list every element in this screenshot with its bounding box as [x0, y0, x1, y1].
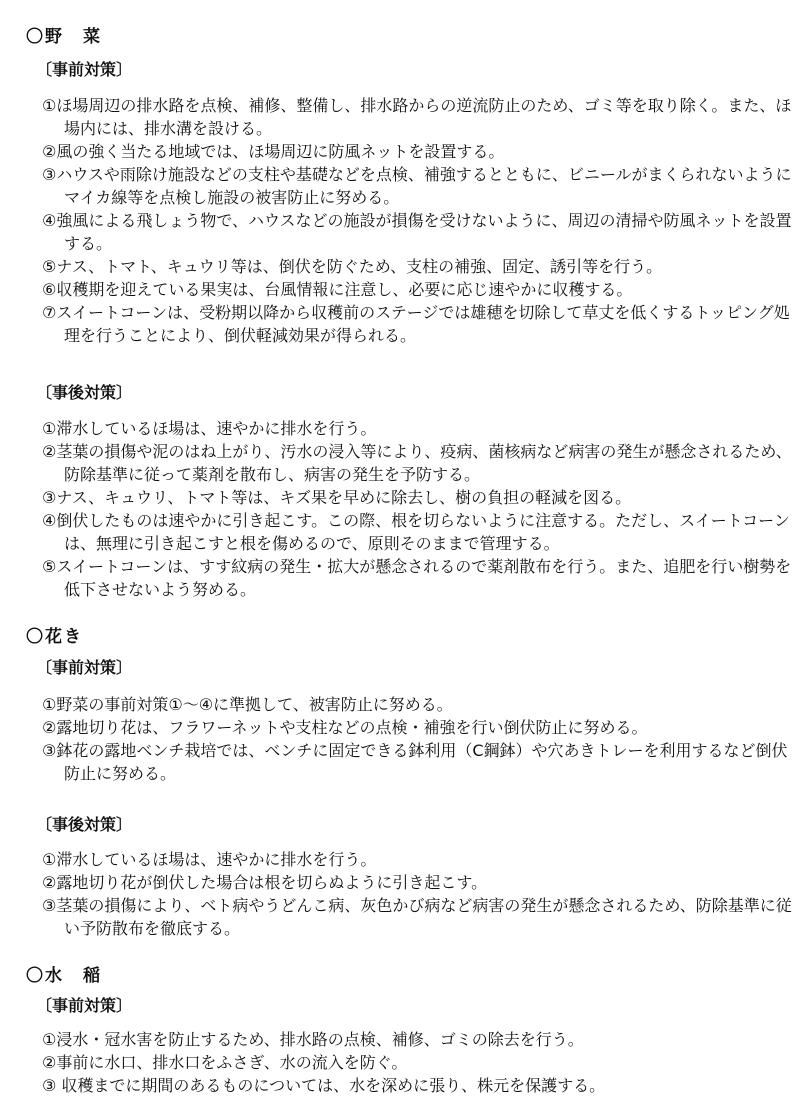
- item-text: ⑤ナス、トマト、キュウリ等は、倒伏を防ぐため、支柱の補強、固定、誘引等を行う。: [42, 257, 663, 276]
- item-text: ③ナス、キュウリ、トマト等は、キズ果を早めに除去し、樹の負担の軽減を図る。: [42, 488, 632, 507]
- list-item-flower-pre-2: [42, 716, 794, 739]
- list-item-veg-post-3: [42, 486, 794, 509]
- list-item-flower-pre-3: [42, 739, 794, 785]
- item-text: ③ハウスや雨除け施設などの支柱や基礎などを点検、補強するとともに、ビニールがまくられないようにマイカ線等を点検し施設の被害防止に努める。: [42, 165, 792, 207]
- section-title-vegetables: 〇野 菜: [26, 27, 102, 47]
- subheading-pre-measures-rice: 〔事前対策〕: [36, 996, 133, 1015]
- item-text: ①ほ場周辺の排水路を点検、補修、整備し、排水路からの逆流防止のため、ゴミ等を取り除く。また、ほ場内には、排水溝を設ける。: [42, 96, 792, 138]
- list-item-veg-pre-4: [42, 209, 794, 255]
- list-item-veg-pre-1: [42, 94, 794, 140]
- item-text: ③鉢花の露地ベンチ栽培では、ベンチに固定できる鉢利用（C鋼鉢）や穴あきトレーを利用するなど倒伏防止に努める。: [42, 741, 788, 783]
- subheading-post-measures-vegetables: 〔事後対策〕: [36, 383, 133, 402]
- item-text: ④強風による飛しょう物で、ハウスなどの施設が損傷を受けないように、周辺の清掃や防風ネットを設置する。: [42, 211, 792, 253]
- list-item-veg-pre-3: [42, 163, 794, 209]
- list-item-flower-post-2: [42, 871, 794, 894]
- item-text: ④倒伏したものは速やかに引き起こす。この際、根を切らないように注意する。ただし、スイートコーンは、無理に引き起こすと根を傷めるので、原則そのままで管理する。: [42, 511, 790, 553]
- list-item-veg-post-5: [42, 555, 794, 601]
- item-text: ⑤スイートコーンは、すす紋病の発生・拡大が懸念されるので薬剤散布を行う。また、追肥を行い樹勢を低下させないよう努める。: [42, 557, 792, 599]
- list-item-flower-post-3: [42, 894, 794, 940]
- list-item-veg-post-1: [42, 417, 794, 440]
- item-text: ⑥収穫期を迎えている果実は、台風情報に注意し、必要に応じ速やかに収穫する。: [42, 280, 633, 299]
- subheading-pre-measures-vegetables: 〔事前対策〕: [36, 60, 133, 79]
- list-item-flower-post-1: [42, 848, 794, 871]
- item-text: ①滞水しているほ場は、速やかに排水を行う。: [42, 419, 377, 438]
- item-text: ③ 収穫までに期間のあるものについては、水を深めに張り、株元を保護する。: [42, 1076, 606, 1095]
- list-item-veg-pre-6: [42, 278, 794, 301]
- item-text: ②露地切り花が倒伏した場合は根を切らぬように引き起こす。: [42, 873, 488, 892]
- item-text: ②風の強く当たる地域では、ほ場周辺に防風ネットを設置する。: [42, 142, 505, 161]
- list-item-veg-post-4: [42, 509, 794, 555]
- item-text: ①浸水・冠水害を防止するため、排水路の点検、補修、ゴミの除去を行う。: [42, 1030, 584, 1049]
- item-text: ①滞水しているほ場は、速やかに排水を行う。: [42, 850, 377, 869]
- item-text: ②事前に水口、排水口をふさぎ、水の流入を防ぐ。: [42, 1053, 408, 1072]
- item-text: ①野菜の事前対策①～④に準拠して、被害防止に努める。: [42, 695, 453, 714]
- item-text: ⑦スイートコーンは、受粉期以降から収穫前のステージでは雄穂を切除して草丈を低くするトッピング処理を行うことにより、倒伏軽減効果が得られる。: [42, 303, 790, 345]
- section-title-flowers: 〇花き: [26, 627, 83, 647]
- item-text: ②露地切り花は、フラワーネットや支柱などの点検・補強を行い倒伏防止に努める。: [42, 718, 648, 737]
- subheading-pre-measures-flowers: 〔事前対策〕: [36, 658, 133, 677]
- list-item-veg-pre-5: [42, 255, 794, 278]
- list-item-veg-pre-2: [42, 140, 794, 163]
- list-item-veg-post-2: [42, 440, 794, 486]
- section-title-rice: 〇水 稲: [26, 966, 102, 986]
- item-text: ②茎葉の損傷や泥のはね上がり、汚水の浸入等により、疫病、菌核病など病害の発生が懸念されるため、防除基準に従って薬剤を散布し、病害の発生を予防する。: [42, 442, 792, 484]
- list-item-rice-pre-1: [42, 1028, 794, 1051]
- item-text: ③茎葉の損傷により、ベト病やうどんこ病、灰色かび病など病害の発生が懸念されるため、防除基準に従い予防散布を徹底する。: [42, 896, 792, 938]
- list-item-rice-pre-2: [42, 1051, 794, 1074]
- list-item-rice-pre-3: [42, 1074, 794, 1097]
- list-item-flower-pre-1: [42, 693, 794, 716]
- subheading-post-measures-flowers: 〔事後対策〕: [36, 815, 133, 834]
- list-item-veg-pre-7: [42, 301, 794, 347]
